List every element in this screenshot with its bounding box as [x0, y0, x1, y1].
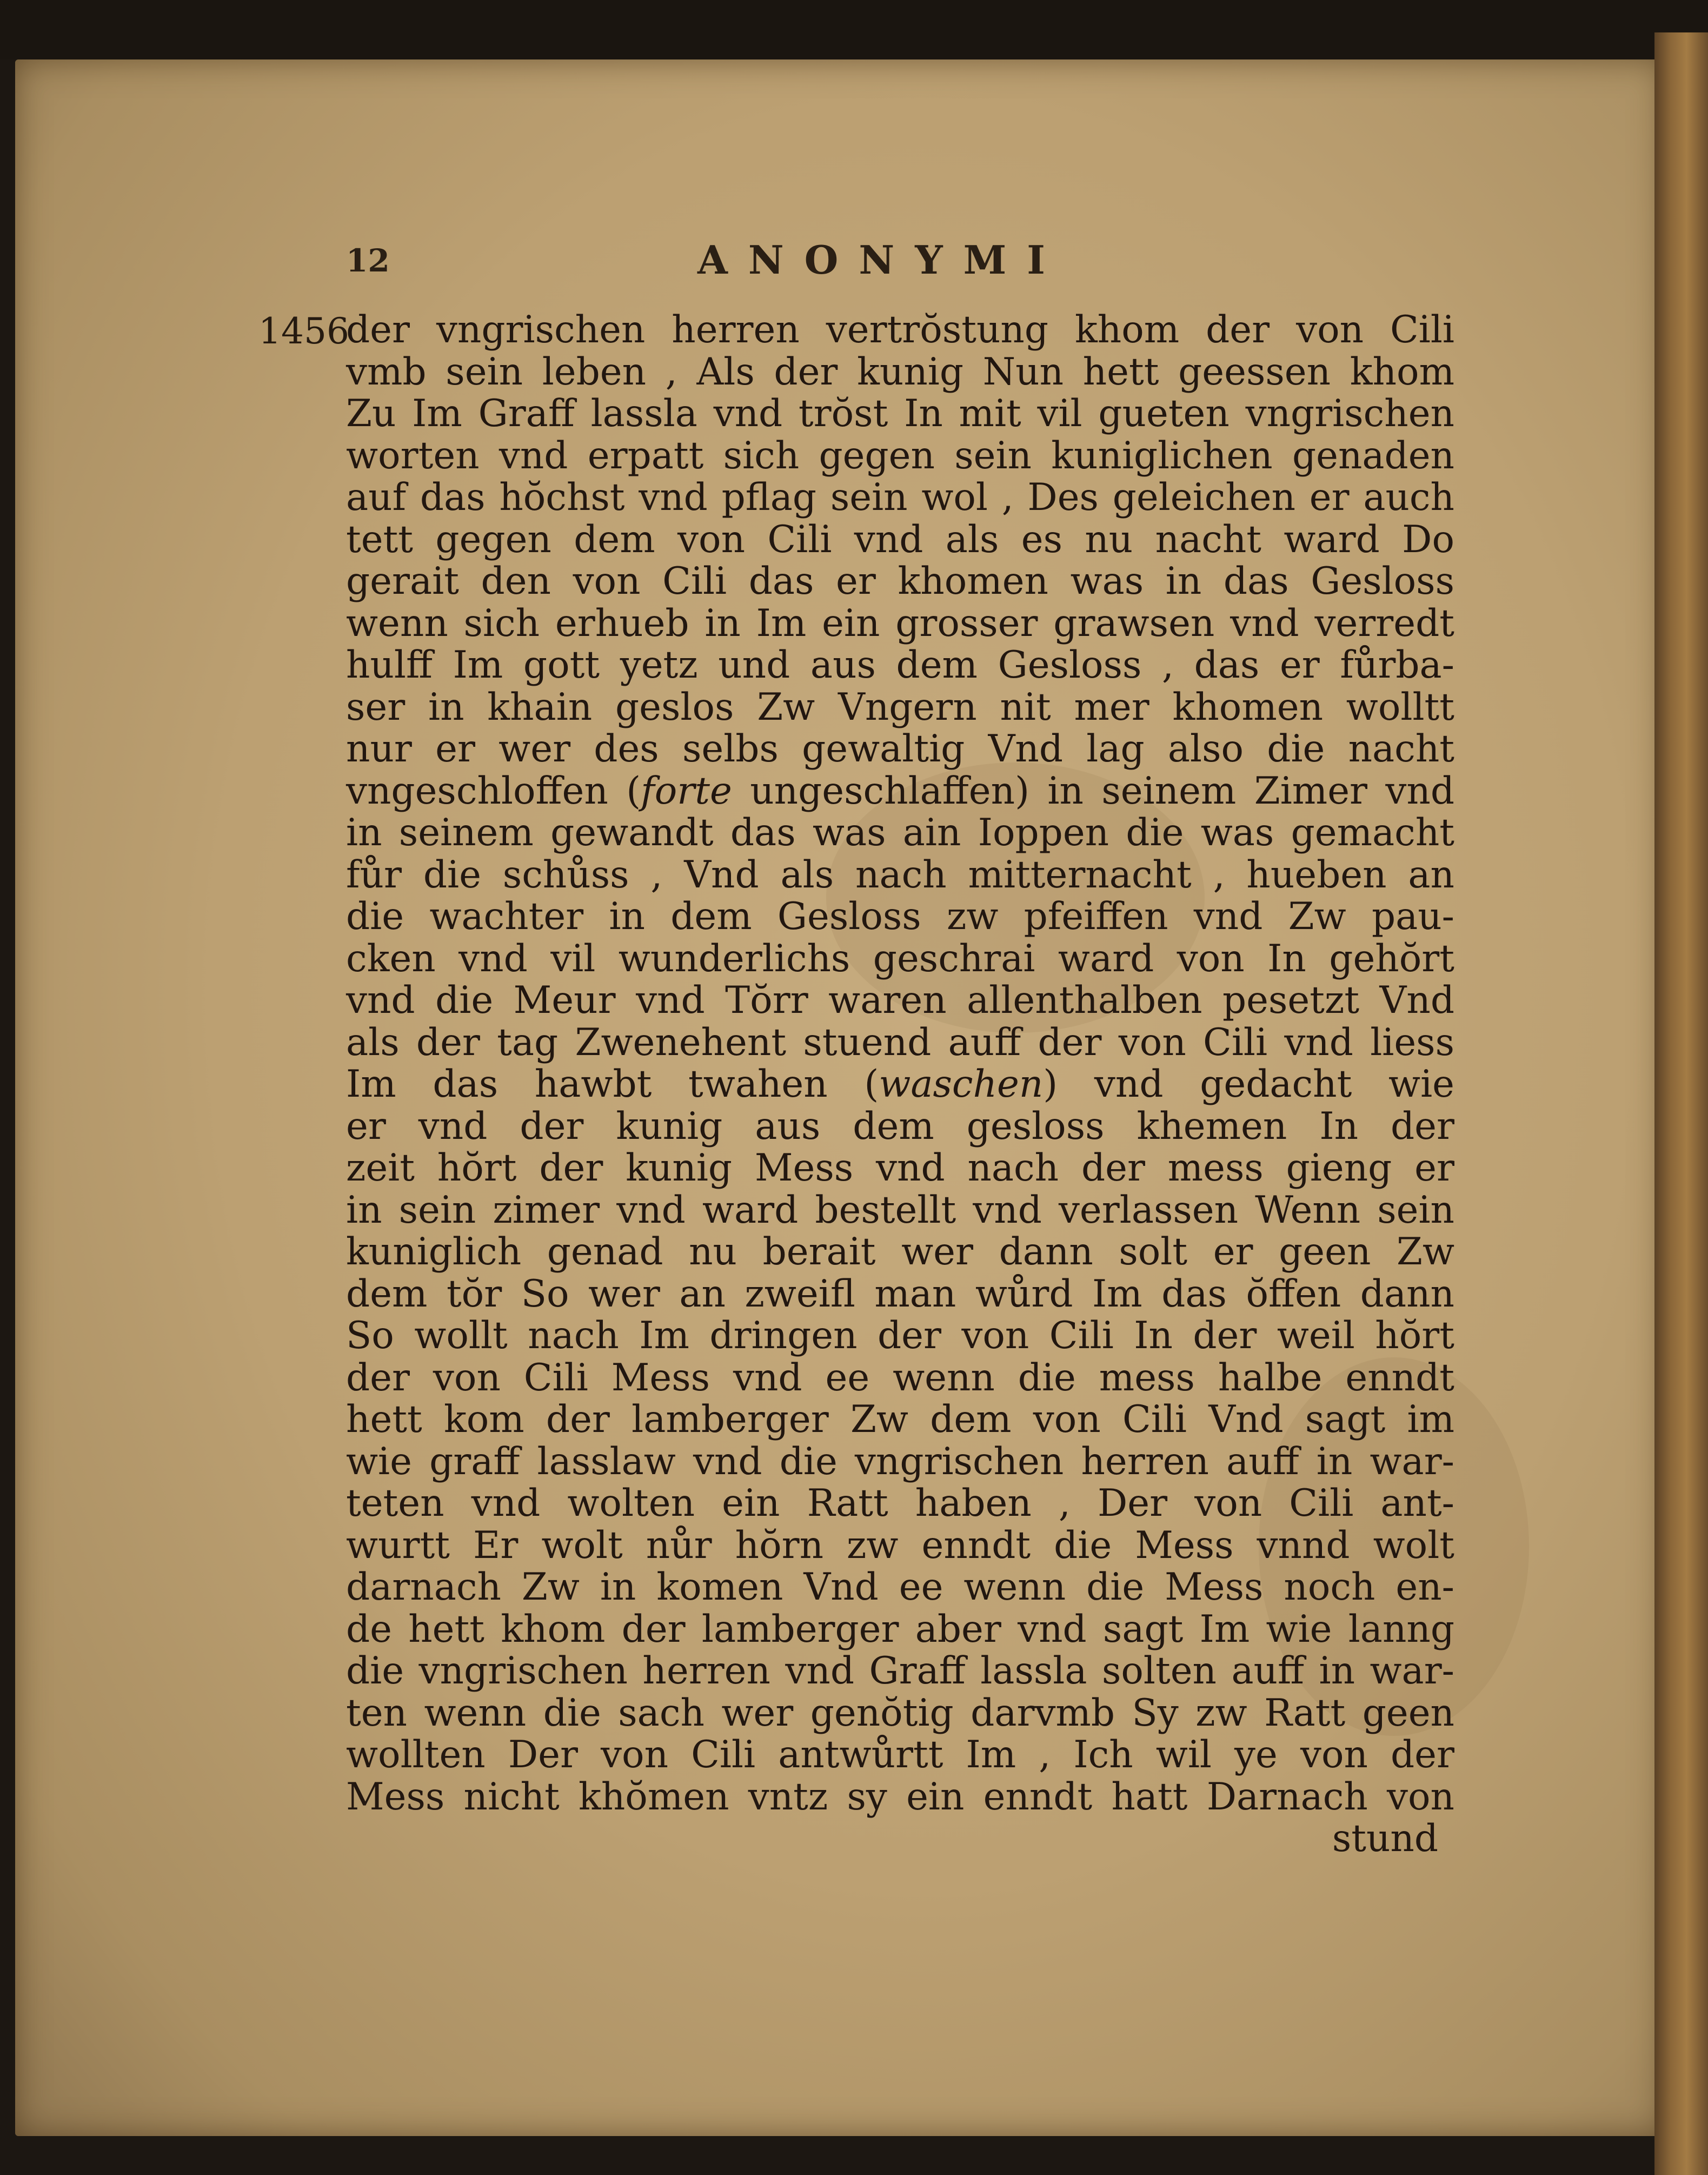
text-line: hulff Im gott yetz und aus dem Gesloss , das er fůrba- [346, 644, 1454, 687]
text-line: tett gegen dem von Cili vnd als es nu nacht ward Do [346, 518, 1454, 561]
text-line: der vngrischen herren vertrŏstung khom der von Cili [346, 308, 1454, 352]
text-line: cken vnd vil wunderlichs geschrai ward von In gehŏrt [346, 937, 1454, 980]
text-line: der von Cili Mess vnd ee wenn die mess halbe enndt [346, 1356, 1454, 1400]
text-line: vmb sein leben , Als der kunig Nun hett geessen khom [346, 350, 1454, 394]
text-line: er vnd der kunig aus dem gesloss khemen In der [346, 1104, 1454, 1148]
text-line: dem tŏr So wer an zweifl man wůrd Im das ŏffen dann [346, 1272, 1454, 1316]
text-line: zeit hŏrt der kunig Mess vnd nach der mess gieng er [346, 1146, 1454, 1190]
text-line: kuniglich genad nu berait wer dann solt er geen Zw [346, 1230, 1454, 1274]
text-line: die vngrischen herren vnd Graff lassla solten auff in war- [346, 1649, 1454, 1693]
text-line-with-italic [346, 771, 1454, 813]
text-line: in seinem gewandt das was ain Ioppen die was gemacht [346, 811, 1454, 854]
text-line: wie graff lasslaw vnd die vngrischen herren auff in war- [346, 1440, 1454, 1483]
italic-gloss: waschen [879, 1063, 1044, 1106]
text-line: als der tag Zwenehent stuend auff der von Cili vnd liess [346, 1020, 1454, 1064]
page-number: 12 [346, 242, 390, 279]
text-line: die wachter in dem Gesloss zw pfeiffen vnd Zw pau- [346, 895, 1454, 938]
text-line: darnach Zw in komen Vnd ee wenn die Mess noch en- [346, 1566, 1454, 1609]
text-segment: ) vnd gedacht wie [1043, 1063, 1454, 1106]
body-text [346, 309, 1454, 1860]
text-line: Mess nicht khŏmen vntz sy ein enndt hatt Darnach von [346, 1775, 1454, 1819]
text-segment: ungeschlaffen) in seinem Zimer vnd [732, 769, 1455, 813]
running-head: ANONYMI [697, 237, 1066, 283]
text-line: in sein zimer vnd ward bestellt vnd verlassen Wenn sein [346, 1188, 1454, 1232]
text-line: de hett khom der lamberger aber vnd sagt Im wie lanng [346, 1607, 1454, 1651]
text-line: ser in khain geslos Zw Vngern nit mer khomen wolltt [346, 685, 1454, 729]
text-line: fůr die schůss , Vnd als nach mitternacht , hueben an [346, 853, 1454, 897]
text-line: So wollt nach Im dringen der von Cili In der weil hŏrt [346, 1314, 1454, 1357]
text-line: Zu Im Graff lassla vnd trŏst In mit vil gueten vngrischen [346, 392, 1454, 435]
text-line: hett kom der lamberger Zw dem von Cili Vnd sagt im [346, 1398, 1454, 1441]
text-segment: vngeschloffen ( [346, 769, 641, 813]
text-line: vnd die Meur vnd Tŏrr waren allenthalben pesetzt Vnd [346, 979, 1454, 1022]
text-segment: Im das hawbt twahen ( [346, 1063, 879, 1106]
text-line: wenn sich erhueb in Im ein grosser grawsen vnd verredt [346, 601, 1454, 645]
text-line: worten vnd erpatt sich gegen sein kuniglichen genaden [346, 434, 1454, 478]
catchword: stund [1332, 1817, 1438, 1860]
text-line: wurtt Er wolt nůr hŏrn zw enndt die Mess vnnd wolt [346, 1523, 1454, 1567]
text-line: ten wenn die sach wer genŏtig darvmb Sy zw Ratt geen [346, 1691, 1454, 1735]
margin-year: 1456 [258, 310, 349, 352]
text-line: nur er wer des selbs gewaltig Vnd lag also die nacht [346, 727, 1454, 771]
scan-background-top [0, 0, 1708, 59]
text-line: wollten Der von Cili antwůrtt Im , Ich wil ye von der [346, 1733, 1454, 1776]
text-line: auf das hŏchst vnd pflag sein wol , Des geleichen er auch [346, 476, 1454, 519]
text-line: gerait den von Cili das er khomen was in das Gesloss [346, 560, 1454, 603]
book-edge [1654, 32, 1708, 2175]
text-line-with-italic [346, 1064, 1454, 1106]
text-line: teten vnd wolten ein Ratt haben , Der von Cili ant- [346, 1482, 1454, 1525]
italic-gloss: forte [641, 769, 732, 813]
